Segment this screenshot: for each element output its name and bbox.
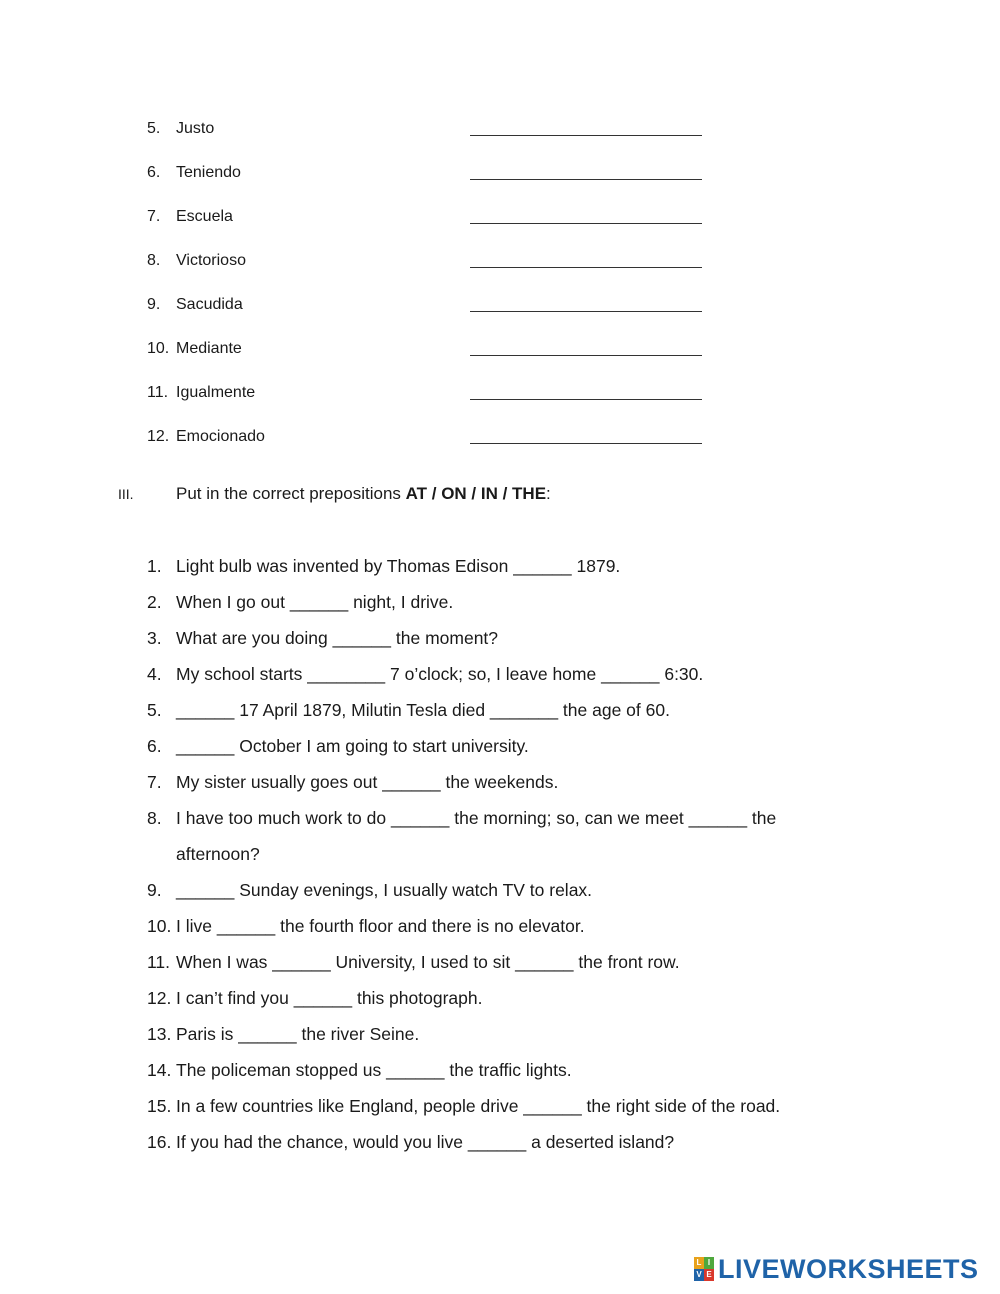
question-number: 4. — [147, 664, 162, 684]
liveworksheets-logo — [694, 1254, 979, 1284]
answer-blank[interactable] — [470, 311, 702, 312]
question-number: 6. — [147, 736, 162, 756]
question-text[interactable]: ______ 17 April 1879, Milutin Tesla died _______ the age of 60. — [176, 700, 670, 720]
vocab-number: 12. — [147, 428, 170, 445]
answer-blank[interactable] — [470, 179, 702, 180]
question-number: 12. — [147, 988, 172, 1008]
vocab-word: Escuela — [176, 208, 233, 225]
question-text[interactable]: In a few countries like England, people drive ______ the right side of the road. — [176, 1096, 781, 1116]
question-text[interactable]: I live ______ the fourth floor and there is no elevator. — [176, 916, 585, 936]
question-text[interactable]: ______ October I am going to start university. — [176, 736, 529, 756]
question-number: 8. — [147, 808, 162, 828]
vocab-word: Justo — [176, 120, 215, 137]
question-number: 7. — [147, 772, 162, 792]
logo-badge-icon — [694, 1257, 714, 1281]
answer-blank[interactable] — [470, 135, 702, 136]
section-number: III. — [118, 486, 134, 502]
vocab-number: 8. — [147, 252, 161, 269]
vocab-word: Mediante — [176, 340, 242, 357]
question-text[interactable]: Light bulb was invented by Thomas Edison ______ 1879. — [176, 556, 621, 576]
vocab-number: 6. — [147, 164, 161, 181]
section-instruction — [176, 484, 551, 504]
logo-badge-letter: E — [704, 1269, 714, 1281]
question-number: 5. — [147, 700, 162, 720]
question-number: 1. — [147, 556, 162, 576]
question-text[interactable]: ______ Sunday evenings, I usually watch TV to relax. — [176, 880, 593, 900]
question-number: 14. — [147, 1060, 172, 1080]
instruction-colon: : — [546, 484, 551, 503]
vocab-number: 10. — [147, 340, 170, 357]
question-text[interactable]: I can’t find you ______ this photograph. — [176, 988, 483, 1008]
vocab-number: 9. — [147, 296, 161, 313]
question-text[interactable]: My school starts ________ 7 o’clock; so, I leave home ______ 6:30. — [176, 664, 704, 684]
vocab-number: 11. — [147, 384, 169, 401]
vocab-word: Igualmente — [176, 384, 256, 401]
answer-blank[interactable] — [470, 443, 702, 444]
logo-badge-letter: I — [704, 1257, 714, 1269]
question-text[interactable]: The policeman stopped us ______ the traffic lights. — [176, 1060, 572, 1080]
vocab-word: Victorioso — [176, 252, 246, 269]
question-text[interactable]: When I go out ______ night, I drive. — [176, 592, 454, 612]
question-text[interactable]: I have too much work to do ______ the morning; so, can we meet ______ the afternoon? — [176, 808, 782, 864]
vocab-word: Teniendo — [176, 164, 241, 181]
vocab-word: Emocionado — [176, 428, 265, 445]
question-text[interactable]: If you had the chance, would you live ______ a deserted island? — [176, 1132, 675, 1152]
vocab-number: 7. — [147, 208, 161, 225]
question-text[interactable]: What are you doing ______ the moment? — [176, 628, 499, 648]
question-number: 13. — [147, 1024, 172, 1044]
question-number: 2. — [147, 592, 162, 612]
question-number: 11. — [147, 952, 171, 972]
logo-badge-letter: V — [694, 1269, 704, 1281]
question-number: 10. — [147, 916, 172, 936]
question-number: 15. — [147, 1096, 172, 1116]
question-text[interactable]: When I was ______ University, I used to sit ______ the front row. — [176, 952, 680, 972]
answer-blank[interactable] — [470, 399, 702, 400]
logo-badge-letter: L — [694, 1257, 704, 1269]
logo-wordmark: LIVEWORKSHEETS — [718, 1253, 979, 1284]
instruction-text: Put in the correct prepositions — [176, 484, 406, 503]
vocab-word: Sacudida — [176, 296, 243, 313]
answer-blank[interactable] — [470, 267, 702, 268]
question-number: 16. — [147, 1132, 172, 1152]
question-text[interactable]: Paris is ______ the river Seine. — [176, 1024, 420, 1044]
question-number: 9. — [147, 880, 162, 900]
question-text[interactable]: My sister usually goes out ______ the weekends. — [176, 772, 559, 792]
vocab-number: 5. — [147, 120, 161, 137]
answer-blank[interactable] — [470, 355, 702, 356]
question-number: 3. — [147, 628, 162, 648]
answer-blank[interactable] — [470, 223, 702, 224]
instruction-prepositions: AT / ON / IN / THE — [405, 484, 547, 503]
